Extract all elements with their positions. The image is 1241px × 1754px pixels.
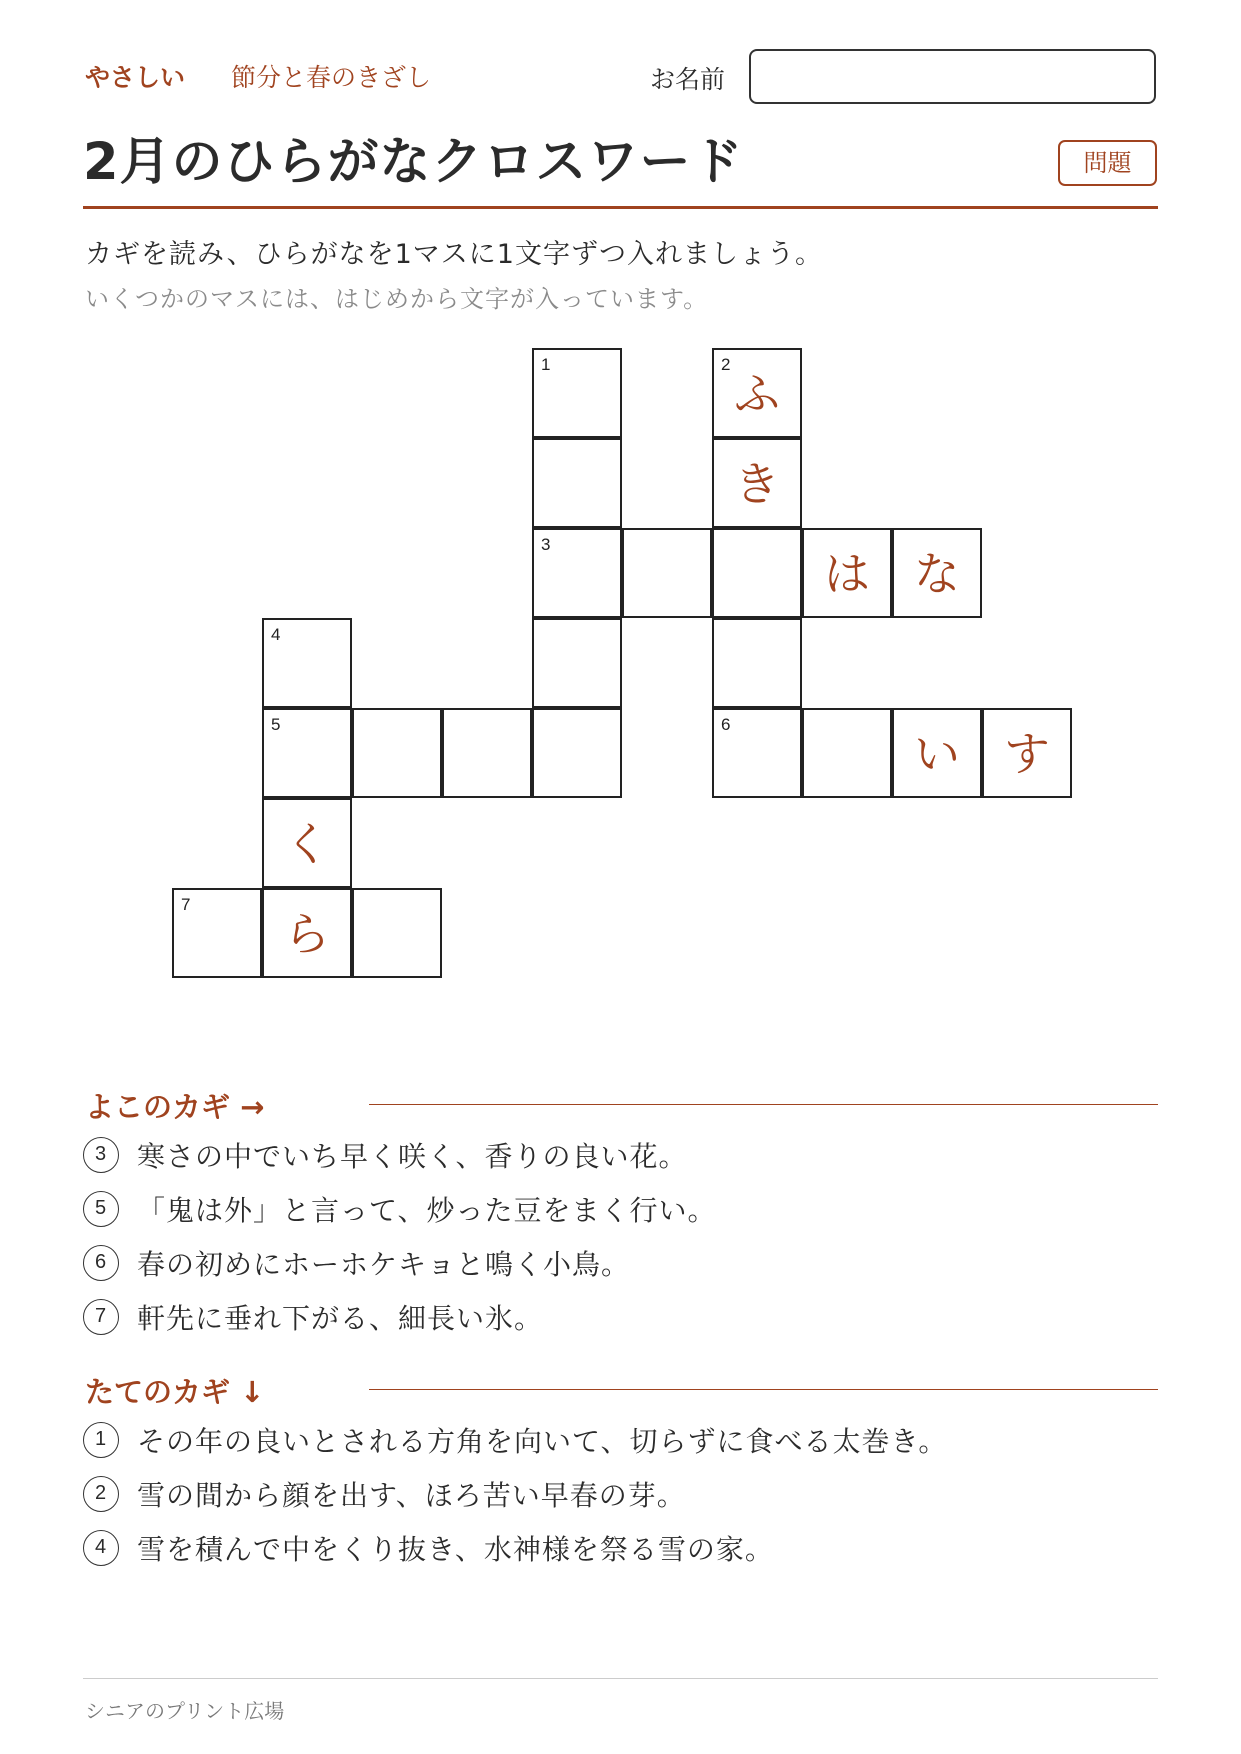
grid-cell[interactable] xyxy=(532,438,622,528)
grid-cell[interactable] xyxy=(532,528,622,618)
prefilled-letter: は xyxy=(824,547,870,601)
theme-label: 節分と春のきざし xyxy=(231,63,432,92)
grid-cell[interactable] xyxy=(892,528,982,618)
prefilled-letter: ら xyxy=(284,907,330,961)
grid-cell[interactable] xyxy=(982,708,1072,798)
grid-cell[interactable] xyxy=(712,348,802,438)
prefilled-letter: い xyxy=(914,727,960,781)
clue-text: 雪を積んで中をくり抜き、水神様を祭る雪の家。 xyxy=(137,1533,774,1566)
problem-badge: 問題 xyxy=(1058,140,1157,186)
prefilled-letter: く xyxy=(284,817,330,871)
across-title: よこのカギ → xyxy=(85,1090,265,1124)
difficulty-level: やさしい xyxy=(85,63,186,92)
header-divider xyxy=(83,206,1158,209)
clue-text: 寒さの中でいち早く咲く、香りの良い花。 xyxy=(137,1140,688,1173)
cell-number: 3 xyxy=(541,535,551,554)
clue-across-3 xyxy=(83,1135,687,1176)
clue-number: 4 xyxy=(83,1530,119,1566)
grid-cell[interactable] xyxy=(712,528,802,618)
prefilled-letter: ふ xyxy=(734,367,780,421)
clue-number: 6 xyxy=(83,1245,119,1281)
grid-cell[interactable] xyxy=(712,438,802,528)
grid-cell[interactable] xyxy=(712,618,802,708)
clue-number: 2 xyxy=(83,1476,119,1512)
instruction-sub: いくつかのマスには、はじめから文字が入っています。 xyxy=(85,285,709,313)
clue-text: 雪の間から顔を出す、ほろ苦い早春の芽。 xyxy=(137,1479,686,1512)
grid-cell[interactable] xyxy=(802,708,892,798)
down-title: たてのカギ ↓ xyxy=(85,1375,265,1409)
grid-cell[interactable] xyxy=(172,888,262,978)
clue-across-5 xyxy=(83,1189,716,1230)
clue-number: 7 xyxy=(83,1299,119,1335)
prefilled-letter: す xyxy=(1004,727,1050,781)
grid-cell[interactable] xyxy=(532,618,622,708)
prefilled-letter: き xyxy=(734,457,780,511)
cell-number: 1 xyxy=(541,355,551,374)
clue-down-4 xyxy=(83,1528,774,1569)
grid-cell[interactable] xyxy=(892,708,982,798)
clue-down-2 xyxy=(83,1474,686,1515)
clue-down-1 xyxy=(83,1420,947,1461)
grid-cell[interactable] xyxy=(532,348,622,438)
grid-cell[interactable] xyxy=(262,798,352,888)
down-divider xyxy=(369,1389,1158,1390)
cell-number: 2 xyxy=(721,355,731,374)
grid-cell[interactable] xyxy=(352,888,442,978)
clue-text: 「鬼は外」と言って、炒った豆をまく行い。 xyxy=(137,1194,717,1227)
grid-cell[interactable] xyxy=(442,708,532,798)
clue-across-7 xyxy=(83,1297,543,1338)
cell-number: 5 xyxy=(271,715,281,734)
cell-number: 6 xyxy=(721,715,731,734)
grid-cell[interactable] xyxy=(262,888,352,978)
grid-cell[interactable] xyxy=(262,708,352,798)
clue-number: 5 xyxy=(83,1191,119,1227)
page-title: 2月のひらがなクロスワード xyxy=(83,133,744,192)
clue-number: 1 xyxy=(83,1422,119,1458)
grid-cell[interactable] xyxy=(262,618,352,708)
cell-number: 7 xyxy=(181,895,191,914)
grid-cell[interactable] xyxy=(622,528,712,618)
clue-text: 春の初めにホーホケキョと鳴く小鳥。 xyxy=(137,1248,631,1281)
footer-credit: シニアのプリント広場 xyxy=(85,1699,285,1723)
instruction-main: カギを読み、ひらがなを1マスに1文字ずつ入れましょう。 xyxy=(85,239,823,270)
grid-cell[interactable] xyxy=(802,528,892,618)
footer-divider xyxy=(83,1678,1158,1679)
clue-text: その年の良いとされる方角を向いて、切らずに食べる太巻き。 xyxy=(137,1425,948,1458)
across-divider xyxy=(369,1104,1158,1105)
clue-across-6 xyxy=(83,1243,630,1284)
clue-number: 3 xyxy=(83,1137,119,1173)
grid-cell[interactable] xyxy=(712,708,802,798)
name-label: お名前 xyxy=(650,65,726,94)
name-field[interactable] xyxy=(749,49,1156,104)
grid-cell[interactable] xyxy=(352,708,442,798)
prefilled-letter: な xyxy=(914,547,960,601)
clue-text: 軒先に垂れ下がる、細長い氷。 xyxy=(137,1302,544,1335)
cell-number: 4 xyxy=(271,625,281,644)
grid-cell[interactable] xyxy=(532,708,622,798)
